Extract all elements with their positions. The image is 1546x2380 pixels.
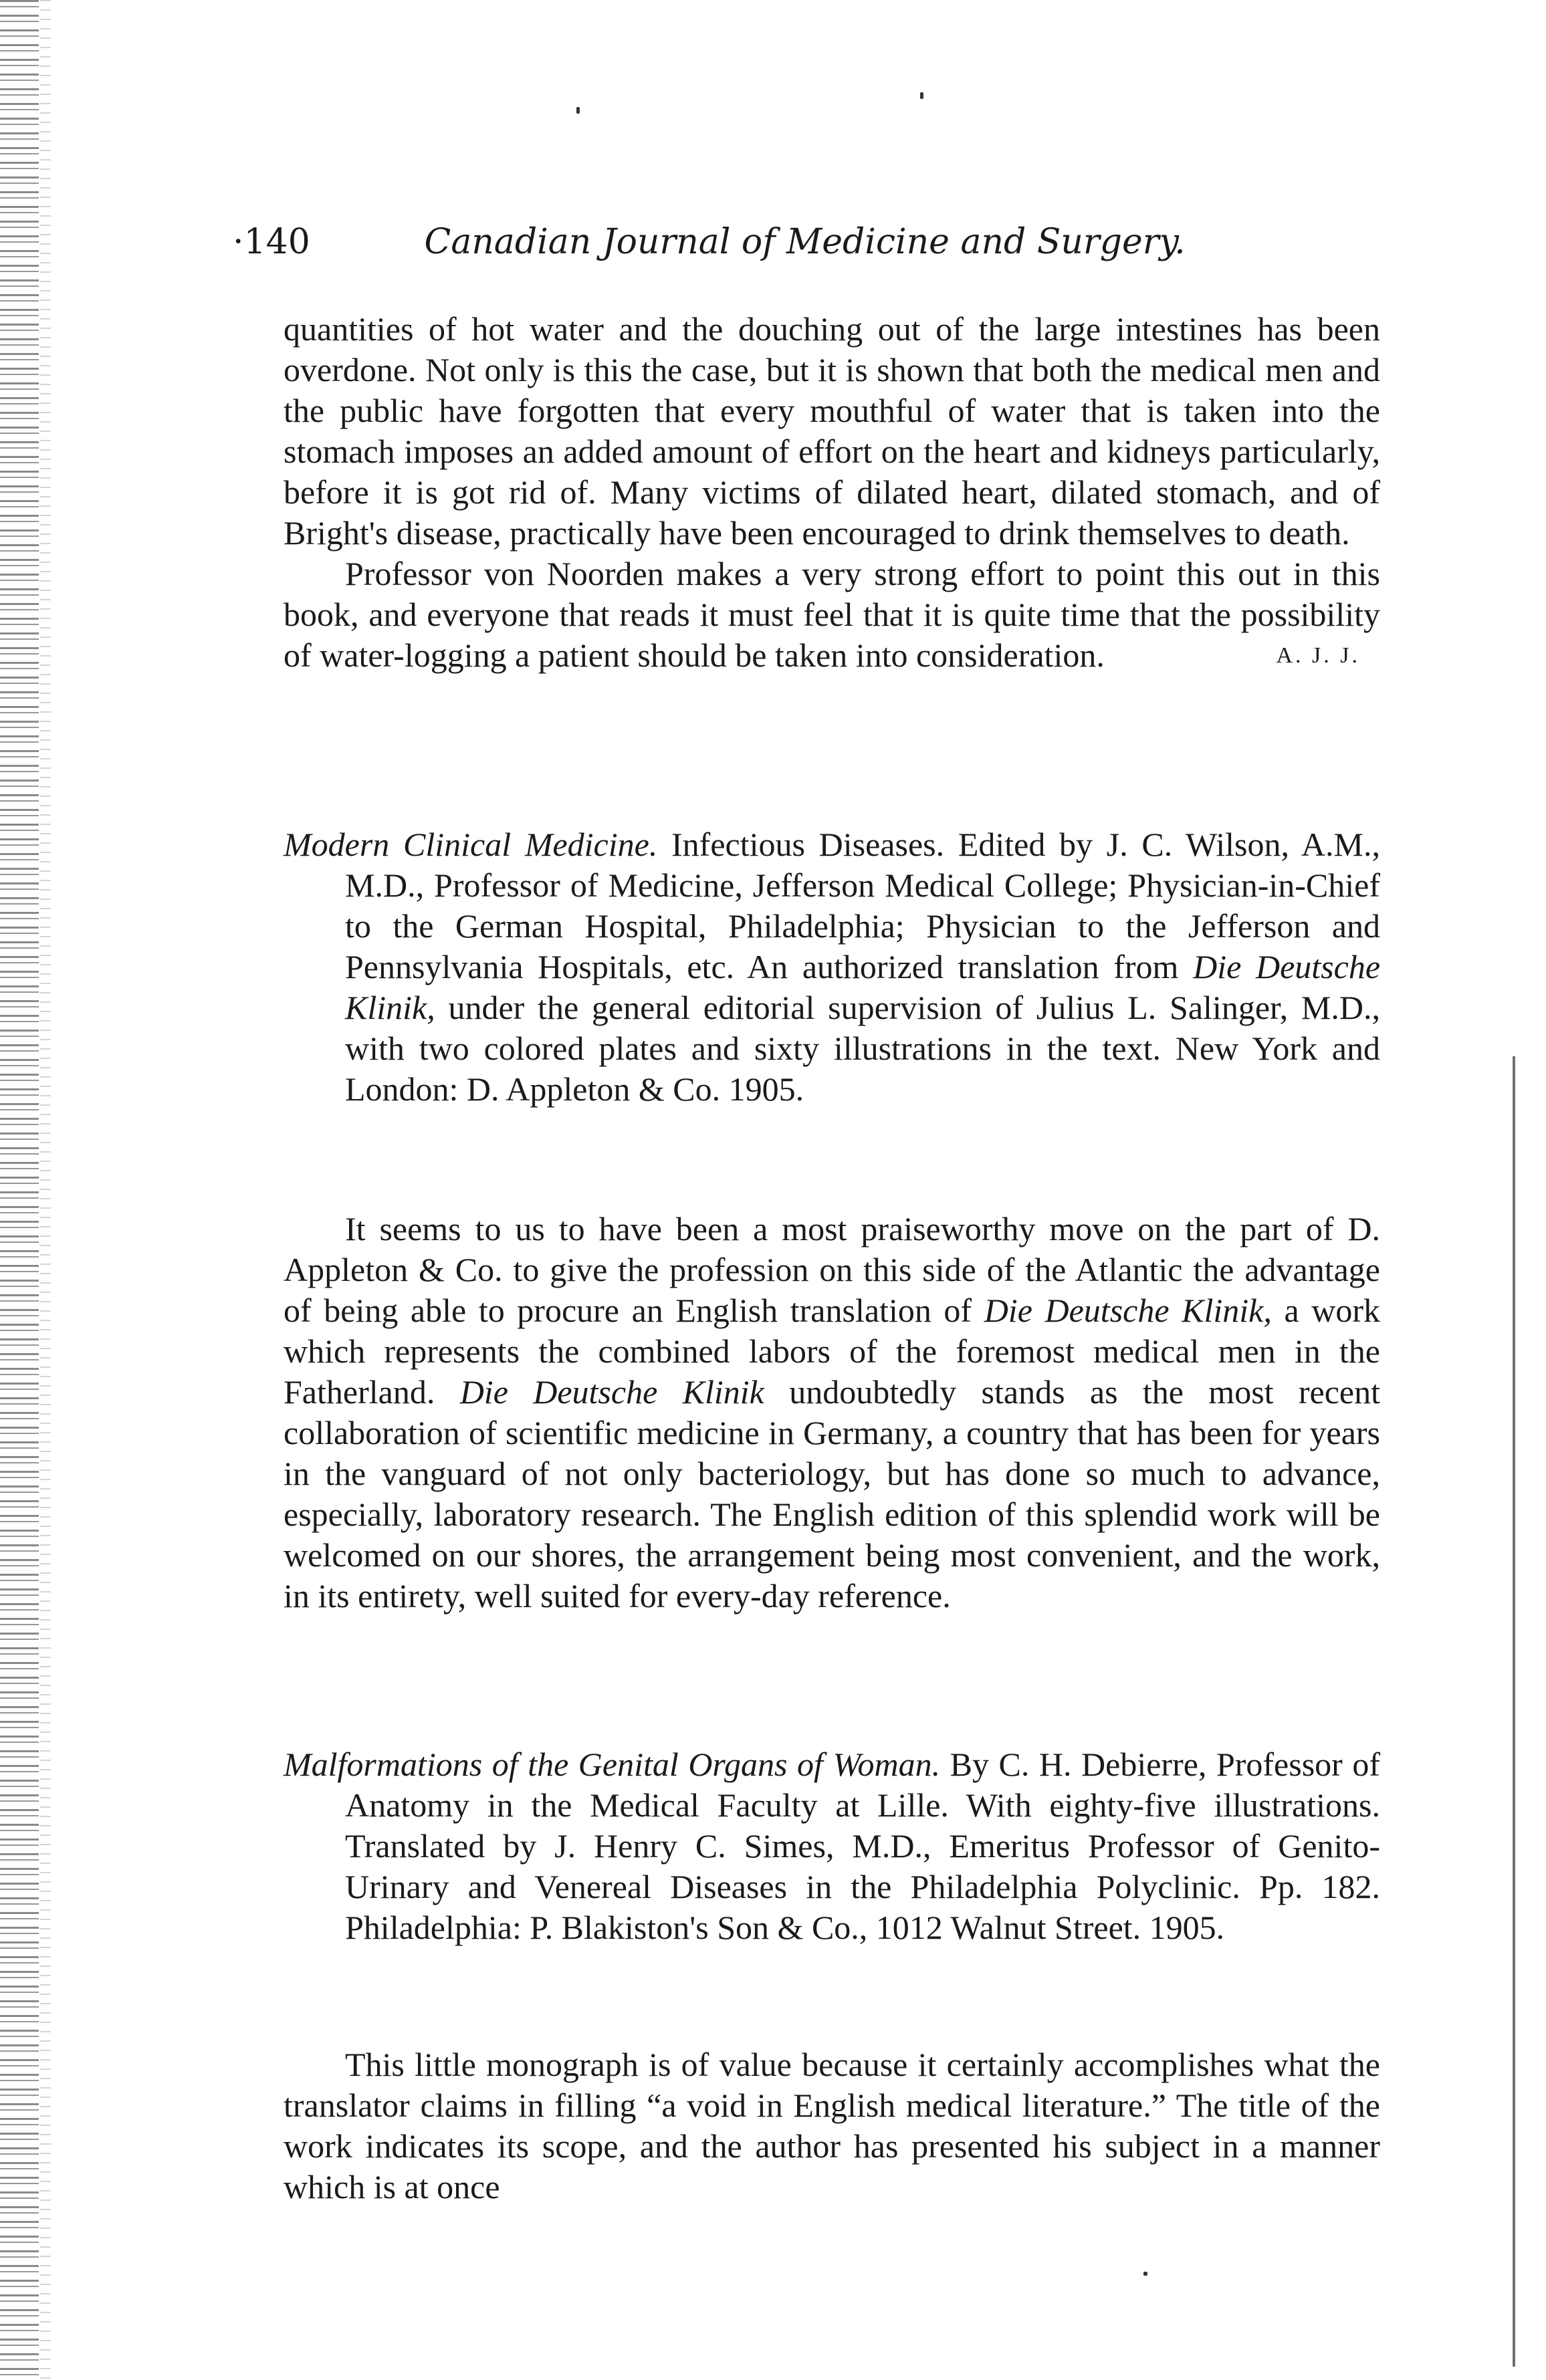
citation-paragraph [284, 1744, 1380, 1948]
book-title: Modern Clinical Medicine. [284, 826, 658, 863]
reviewer-signature: A. J. J. [1276, 643, 1360, 668]
scan-right-rule [1513, 1056, 1515, 2367]
book-citation [284, 1744, 1380, 1948]
paragraph-text: Professor von Noorden makes a very strong effort to point this out in this book, and everyone that reads it must feel that it is quite time that the possibility of water-logging a patient should be taken into consideration. [284, 555, 1380, 674]
paragraph [284, 554, 1380, 676]
citation-text: Infectious Diseases. Edited by J. C. Wilson, A.M., M.D., Professor of Medicine, Jefferson Medical College; Physician-in-Chief to the German Hospital, Philadelphia; Physician to the Jefferson and Pennsylvania Hospitals, etc. An authorized translation from [345, 826, 1380, 985]
journal-title: Canadian Journal of Medicine and Surgery. [424, 222, 1186, 262]
paragraph-text: a work which represents the combined labors of the foremost medical men in the Fatherland. [284, 1292, 1381, 1411]
paragraph: quantities of hot water and the douching out of the large intestines has been overdone. Not only is this the case, but it is shown that both the medical men and the public have forgotten that every mouthful of water that is taken into the stomach imposes an added amount of effort on the heart and kidneys particularly, before it is got rid of. Many victims of dilated heart, dilated stomach, and of Bright's disease, practically have been encouraged to drink themselves to death. [284, 310, 1380, 552]
citation-italic-work: Die Deutsche Klinik, [345, 948, 1381, 1026]
scan-edge-shadow-inner [40, 0, 51, 2380]
paragraph-text: undoubtedly stands as the most recent collaboration of scientific medicine in Germany, a country that has been for years in the vanguard of not only bacteriology, but has done so much to advance, especially, laboratory research. The English edition of this splendid work will be welcomed on our shores, the arrangement being most convenient, and the work, in its entirety, well suited for every-day reference. [284, 1373, 1381, 1615]
book-title: Malformations of the Genital Organs of Woman. [284, 1746, 941, 1783]
citation-text: By C. H. Debierre, Professor of Anatomy in the Medical Faculty at Lille. With eighty-five illustrations. Translated by J. Henry C. Simes, M.D., Emeritus Professor of Genito-Urinary and Venereal Diseases in the Philadelphia Polyclinic. Pp. 182. Philadelphia: P. Blakiston's Son & Co., 1012 Walnut Street. 1905. [345, 1746, 1380, 1946]
page-number: ·140 [233, 222, 310, 262]
book-citation [284, 824, 1380, 1110]
paragraph: This little monograph is of value because it certainly accomplishes what the translator claims in filling “a void in English medical literature.” The title of the work indicates its scope, and the author has presented his subject in a manner which is at once [284, 2046, 1380, 2206]
review-body [284, 2044, 1380, 2208]
review-body [284, 1209, 1380, 1617]
scan-speck [576, 107, 580, 114]
scan-speck [920, 92, 923, 99]
paragraph [284, 1209, 1380, 1617]
previous-review-continuation [284, 309, 1380, 676]
italic-work-title: Die Deutsche Klinik [459, 1373, 764, 1411]
running-header [233, 221, 1383, 263]
scan-speck [1143, 2272, 1147, 2276]
paragraph-text: It seems to us to have been a most praiseworthy move on the part of D. Appleton & Co. to give the profession on this side of the Atlantic the advantage of being able to procure an English translation of [284, 1210, 1380, 1329]
italic-work-title: Die Deutsche Klinik, [984, 1292, 1272, 1329]
scan-edge-shadow [0, 0, 39, 2380]
citation-text: under the general editorial supervision of Julius L. Salinger, M.D., with two colored plates and sixty illustrations in the text. New York and London: D. Appleton & Co. 1905. [345, 989, 1380, 1108]
citation-paragraph [284, 824, 1380, 1110]
